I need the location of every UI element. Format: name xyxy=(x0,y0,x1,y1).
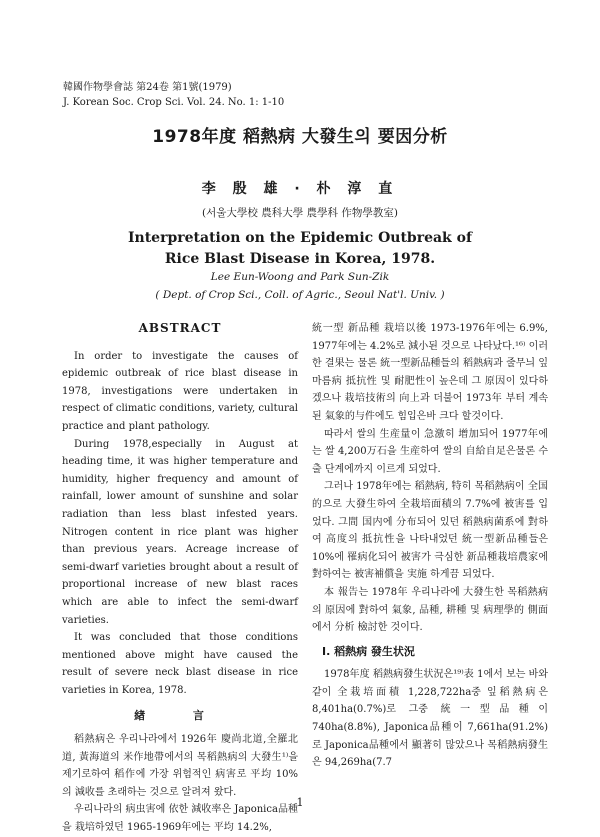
abstract-paragraph: During 1978,especially in August at heading time, it was higher temperature and humidity, higher frequency and amount of rainfall, lower amount of sunshine and solar radiation than less blast infested years. Nitrogen content in rice plant was higher than previous years. Acreage increase of semi-dwarf varieties brought about a result of proportional increase of new blast races which are able to infect the semi-dwarf varieties. xyxy=(62,438,298,626)
introduction-paragraph: 우리나라의 病虫害에 依한 減收率은 Japonica品種을 栽培하였던 1965-1969年에는 平均 14.2%, xyxy=(62,804,298,834)
abstract-paragraph: It was concluded that those conditions mentioned above might have caused the result of severe neck blast disease in rice varieties in Korea, 1978. xyxy=(62,632,298,696)
left-column xyxy=(62,320,298,837)
body-paragraph: 따라서 쌀의 生産量이 急激히 增加되어 1977年에는 쌀 4,200万石을 生産하여 쌀의 自給自足은물론 수출 단계에까지 이르게 되었다. xyxy=(312,428,548,475)
authors-english: Lee Eun-Woong and Park Sun-Zik xyxy=(210,271,390,283)
abstract-paragraph: In order to investigate the causes of epidemic outbreak of rice blast disease in 1978, investigations were undertaken in respect of climatic conditions, variety, cultural practice and plant pathology. xyxy=(62,350,298,432)
authors-korean: 李 殷 雄 · 朴 淳 直 xyxy=(201,181,399,197)
journal-line-english: J. Korean Soc. Crop Sci. Vol. 24. No. 1: 1-10 xyxy=(63,97,285,108)
introduction-paragraph: 稻熱病은 우리나라에서 1926年 慶尚北道,全羅北道, 黃海道의 米作地帶에서의 목稻熱病의 大發生¹⁾을 제기로하여 稻作에 가장 위험적인 病害로 平均 10%의 減收를 초래하는 것으로 알려져 왔다. xyxy=(62,734,298,798)
abstract-heading: ABSTRACT xyxy=(138,321,222,335)
right-column xyxy=(312,320,548,772)
body-paragraph: 統一型 新品種 栽培以後 1973-1976年에는 6.9%, 1977年에는 4.2%로 減小된 것으로 나타났다.¹⁶⁾ 이러한 결果는 물론 統一型新品種들의 稻熱病과 줄무늬 잎마름病 抵抗性 및 耐肥性이 높은데 그 原因이 있다하겠으나 栽培技術의 向上과 더불어 1973年 부터 계속된 氣象的与件에도 힘입은바 크다 할것이다. xyxy=(312,323,548,422)
title-english-line-1: Interpretation on the Epidemic Outbreak of xyxy=(127,230,472,246)
body-paragraph: 本 報告는 1978年 우리나라에 大發生한 목稻熱病의 原因에 對하여 氣象, 品種, 耕種 및 病理學的 側面에서 分析 檢討한 것이다. xyxy=(312,586,548,634)
introduction-heading: 緖 言 xyxy=(134,709,226,723)
body-paragraph: 1978年度 稻熱病發生状況은¹⁹⁾表 1에서 보는 바와 같이 全栽培面積 1,228,722ha중 잎稻熱病은 8,401ha(0.7%)로 그중 統一型品種이 740ha(8.8%), Japonica品種이 7,661ha(91.2%)로 Japonica品種에서 顯著히 많았으나 목稻熱病發生은 94,269ha(7.7 xyxy=(312,669,548,769)
title-english xyxy=(0,228,600,270)
journal-citation xyxy=(63,80,284,110)
title-korean: 1978年度 稻熱病 大發生의 要因分析 xyxy=(152,127,448,147)
page-number: 1 xyxy=(296,796,304,809)
affiliation-english: ( Dept. of Crop Sci., Coll. of Agric., Seoul Nat'l. Univ. ) xyxy=(155,289,445,301)
section-heading-outbreak: I. 稻熱病 發生状況 xyxy=(322,644,415,658)
title-english-line-2: Rice Blast Disease in Korea, 1978. xyxy=(164,251,436,267)
affiliation-korean: (서울大學校 農科大學 農學科 作物學教室) xyxy=(202,207,398,219)
body-paragraph: 그러나 1978年에는 稻熱病, 特히 목稻熱病이 全国的으로 大發生하여 全栽培面積의 7.7%에 被害를 입었다. 그間 国内에 分布되어 있던 稻熱病菌系에 對하여 高度의 抵抗性을 나타내었던 統一型新品種들은 10%에 罹病化되어 被害가 극심한 新品種栽培農家에 對하여는 被害補償을 実施 하게끔 되었다. xyxy=(312,481,548,581)
journal-line-korean: 韓國作物學會誌 第24卷 第1號(1979) xyxy=(63,82,232,93)
